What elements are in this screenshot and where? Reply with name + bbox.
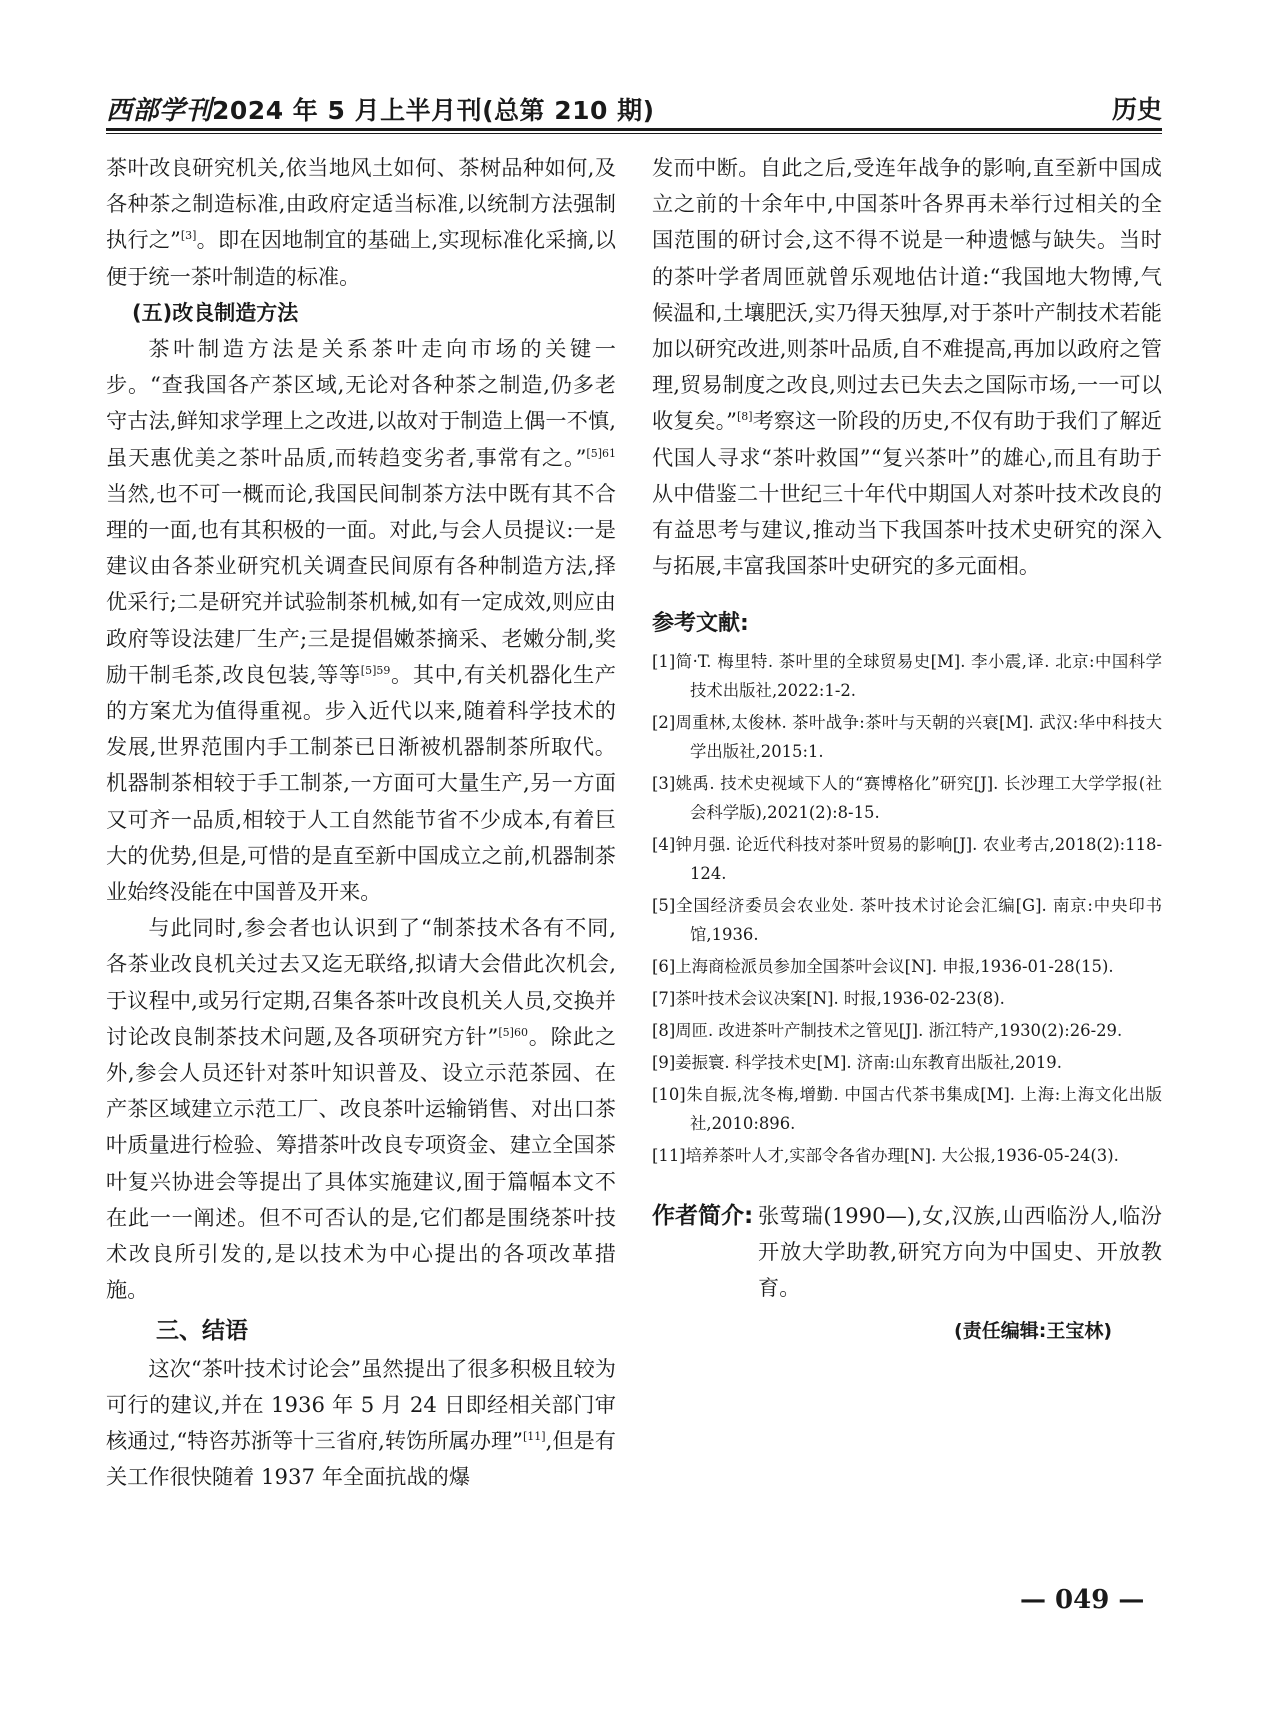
citation: [11] <box>523 1429 546 1443</box>
citation: [3] <box>180 229 197 243</box>
reference-item: [4]钟月强. 论近代科技对茶叶贸易的影响[J]. 农业考古,2018(2):118-124. <box>652 835 1162 884</box>
reference-item: [10]朱自振,沈冬梅,增勤. 中国古代茶书集成[M]. 上海:上海文化出版社,2010:896. <box>652 1085 1162 1134</box>
author-bio-label: 作者简介: <box>652 1203 754 1230</box>
responsible-editor: (责任编辑:王宝林) <box>954 1320 1112 1343</box>
reference-item: [5]全国经济委员会农业处. 茶叶技术讨论会汇编[G]. 南京:中央印书馆,1936. <box>652 896 1162 945</box>
journal-logo: 西部学刊 <box>106 96 213 126</box>
citation: [5]60 <box>498 1025 528 1039</box>
reference-item: [1]简·T. 梅里特. 茶叶里的全球贸易史[M]. 李小震,译. 北京:中国科学技术出版社,2022:1-2. <box>652 652 1162 701</box>
references-heading: 参考文献: <box>652 611 749 637</box>
left-column <box>106 150 616 1495</box>
journal-issue <box>106 90 655 127</box>
reference-item: [7]茶叶技术会议决案[N]. 时报,1936-02-23(8). <box>652 989 1005 1009</box>
header-divider-thin <box>106 133 1162 134</box>
running-header <box>106 88 1162 132</box>
section-heading: 三、结语 <box>156 1317 248 1344</box>
issue-info: 2024 年 5 月上半月刊(总第 210 期) <box>212 96 655 125</box>
citation: [5]61 <box>586 446 616 460</box>
reference-item: [6]上海商检派员参加全国茶叶会议[N]. 申报,1936-01-28(15). <box>652 957 1114 977</box>
reference-item: [11]培养茶叶人才,实部令各省办理[N]. 大公报,1936-05-24(3). <box>652 1146 1119 1166</box>
header-divider <box>106 128 1162 131</box>
subsection-heading: (五)改良制造方法 <box>132 300 299 325</box>
paragraph: 发而中断。自此之后,受连年战争的影响,直至新中国成立之前的十余年中,中国茶叶各界再未举行过相关的全国范围的研讨会,这不得不说是一种遗憾与缺失。当时的茶叶学者周匝就曾乐观地估计道:“我国地大物博,气候温和,土壤肥沃,实乃得天独厚,对于茶叶产制技术若能加以研究改进,则茶叶品质,自不难提高,再加以政府之管理,贸易制度之改良,则过去已失去之国际市场,一一可以收复矣。”[8]考察这一阶段的历史,不仅有助于我们了解近代国人寻求“茶叶救国”“复兴茶叶”的雄心,而且有助于从中借鉴二十世纪三十年代中期国人对茶叶技术改良的有益思考与建议,推动当下我国茶叶技术史研究的深入与拓展,丰富我国茶叶史研究的多元面相。 <box>652 155 1162 579</box>
citation: [5]59 <box>360 663 391 677</box>
reference-item: [9]姜振寰. 科学技术史[M]. 济南:山东教育出版社,2019. <box>652 1053 1062 1073</box>
paragraph: 与此同时,参会者也认识到了“制茶技术各有不同,各茶业改良机关过去又迄无联络,拟请大会借此次机会,于议程中,或另行定期,召集各茶叶改良机关人员,交换并讨论改良制茶技术问题,及各项研究方针”$^{[5]60}$。除此之外,参会人员还针对茶叶知识普及、设立示范茶园、在产茶区域建立示范工厂、改良茶叶运输销售、对出口茶叶质量进行检验、筹措茶叶改良专项资金、建立全国茶叶复兴协进会等提出了具体实施建议,囿于篇幅本文不在此一一阐述。但不可否认的是,它们都是围绕茶叶技术改良所引发的,是以技术为中心提出的各项改革措施。 <box>106 915 616 1303</box>
reference-item: [8]周匝. 改进茶叶产制技术之管见[J]. 浙江特产,1930(2):26-29. <box>652 1021 1123 1041</box>
section-title: 历史 <box>1111 95 1162 124</box>
paragraph: 茶叶制造方法是关系茶叶走向市场的关键一步。“查我国各产茶区域,无论对各种茶之制造,仍多老守古法,鲜知求学理上之改进,以故对于制造上偶一不慎,虽天惠优美之茶叶品质,而转趋变劣者,事常有之。”$^{[5]61}$ 当然,也不可一概而论,我国民间制茶方法中既有其不合理的一面,也有其积极的一面。对此,与会人员提议:一是建议由各茶业研究机关调查民间原有各种制造方法,择优采行;二是研究并试验制茶机械,如有一定成效,则应由政府等设法建厂生产;三是提倡嫩茶摘采、老嫩分制,奖励干制毛茶,改良包装,等等$^{[5]59}$。其中,有关机器化生产的方案尤为值得重视。步入近代以来,随着科学技术的发展,世界范围内手工制茶已日渐被机器制茶所取代。机器制茶相较于手工制茶,一方面可大量生产,另一方面又可齐一品质,相较于人工自然能节省不少成本,有着巨大的优势,但是,可惜的是直至新中国成立之前,机器制茶业始终没能在中国普及开来。 <box>106 336 616 905</box>
paragraph: 这次“茶叶技术讨论会”虽然提出了很多积极且较为可行的建议,并在 1936 年 5 月 24 日即经相关部门审核通过,“特咨苏浙等十三省府,转饬所属办理”[11],但是有关工作很快随着 1937 年全面抗战的爆 <box>106 1355 616 1490</box>
author-bio-text: 张莺瑞(1990—),女,汉族,山西临汾人,临汾开放大学助教,研究方向为中国史、开放教育。 <box>758 1203 1162 1301</box>
references-list <box>652 647 1162 1170</box>
paragraph: 茶叶改良研究机关,依当地风土如何、茶树品种如何,及各种茶之制造标准,由政府定适当标准,以统制方法强制执行之”[3]。即在因地制宜的基础上,实现标准化采摘,以便于统一茶叶制造的标准。 <box>106 155 616 289</box>
author-bio <box>652 1198 1162 1306</box>
reference-item: [2]周重林,太俊林. 茶叶战争:茶叶与天朝的兴衰[M]. 武汉:华中科技大学出版社,2015:1. <box>652 713 1162 762</box>
reference-item: [3]姚禹. 技术史视域下人的“赛博格化”研究[J]. 长沙理工大学学报(社会科学版),2021(2):8-15. <box>652 774 1162 823</box>
page-number: — 049 — <box>1020 1585 1145 1615</box>
citation: [8] <box>737 410 753 424</box>
right-column <box>652 150 1162 1343</box>
